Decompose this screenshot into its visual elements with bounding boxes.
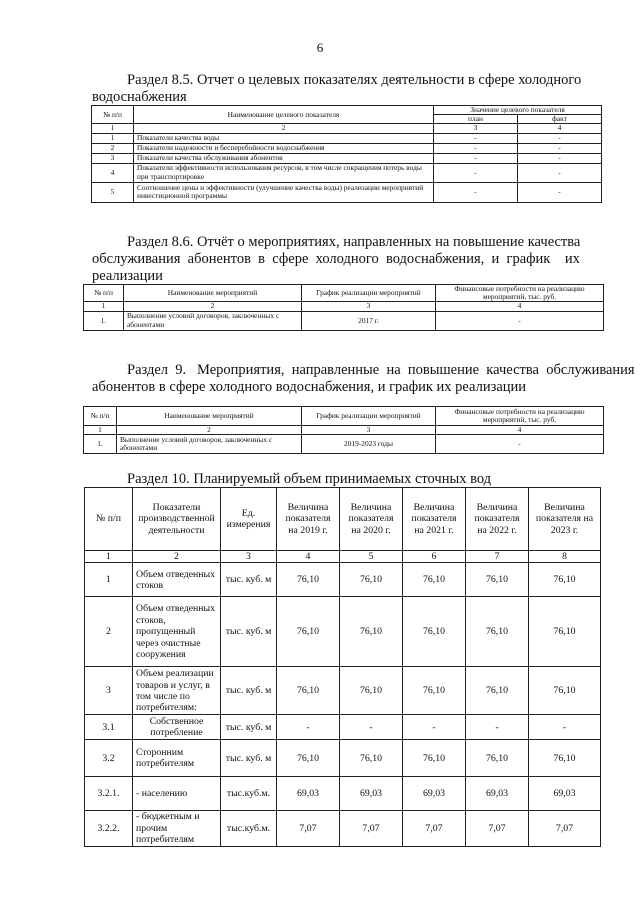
- index-cell: 8: [529, 551, 601, 563]
- row-num: 5: [92, 182, 134, 202]
- header-measure-name: Наименование мероприятий: [124, 285, 302, 302]
- row-name: Выполнение условий договоров, заключенных с абонентами: [117, 435, 302, 454]
- header-num: № п/п: [92, 106, 134, 124]
- row-name: Показатели качества воды: [134, 133, 434, 143]
- value-cell: 7,07: [277, 811, 340, 846]
- value-cell: 7,07: [466, 811, 529, 846]
- value-cell: 76,10: [466, 563, 529, 597]
- table-row: [85, 740, 601, 777]
- row-num: 2: [85, 597, 133, 667]
- row-plan: -: [434, 182, 518, 202]
- header-indicator: Показатели производственной деятельности: [133, 488, 221, 551]
- table-row: [84, 435, 604, 454]
- row-unit: тыс.куб.м.: [221, 777, 277, 811]
- index-cell: 6: [403, 551, 466, 563]
- table-row: [84, 311, 604, 330]
- table-row: [92, 163, 602, 182]
- index-cell: 1: [92, 124, 134, 133]
- value-cell: 76,10: [277, 563, 340, 597]
- table-row: [85, 777, 601, 811]
- header-num: № п/п: [84, 285, 124, 302]
- row-num: 3.1: [85, 715, 133, 740]
- row-fact: -: [518, 153, 602, 163]
- section-10-title: Раздел 10. Планируемый объем принимаемых сточных вод: [127, 471, 492, 487]
- section-8-6-title-line1: Раздел 8.6. Отчёт о мероприятиях, направленных на повышение качества: [127, 234, 581, 250]
- index-cell: 4: [518, 124, 602, 133]
- row-plan: -: [434, 153, 518, 163]
- row-unit: тыс. куб. м: [221, 597, 277, 667]
- value-cell: 76,10: [529, 597, 601, 667]
- row-plan: -: [434, 163, 518, 182]
- header-fact: факт: [518, 115, 602, 124]
- row-name: Показатели надежности и бесперебойности водоснабжения: [134, 143, 434, 153]
- value-cell: 76,10: [277, 740, 340, 777]
- row-schedule: 2019-2023 годы: [302, 435, 436, 454]
- table-row: [85, 667, 601, 715]
- row-num: 3: [85, 667, 133, 715]
- table-row: [92, 143, 602, 153]
- target-indicators-table: [91, 105, 602, 203]
- header-num: № п/п: [85, 488, 133, 551]
- value-cell: 76,10: [277, 597, 340, 667]
- index-cell: 2: [134, 124, 434, 133]
- index-cell: 7: [466, 551, 529, 563]
- header-target-value: Значение целевого показателя: [434, 106, 602, 115]
- row-name: Объем отведенных стоков, пропущенный через очистные сооружения: [133, 597, 221, 667]
- section-9-title-line1: Раздел 9. Мероприятия, направленные на повышение качества обслуживания: [127, 362, 635, 378]
- row-num: 3: [92, 153, 134, 163]
- header-indicator-name: Наименование целевого показателя: [134, 106, 434, 124]
- value-cell: 69,03: [340, 777, 403, 811]
- row-fact: -: [518, 182, 602, 202]
- value-cell: 7,07: [403, 811, 466, 846]
- index-cell: 3: [302, 426, 436, 435]
- wastewater-volume-table: [84, 487, 601, 847]
- planned-measures-table: [83, 406, 604, 454]
- table-row: [92, 182, 602, 202]
- table-row: [85, 563, 601, 597]
- index-cell: 1: [84, 302, 124, 311]
- row-name: - населению: [133, 777, 221, 811]
- row-num: 1: [92, 133, 134, 143]
- header-measure-name: Наименование мероприятий: [117, 407, 302, 426]
- section-8-6-title-line2: обслуживания абонентов в сфере холодного водоснабжения, и график их: [92, 251, 580, 267]
- index-cell: 3: [302, 302, 436, 311]
- value-cell: 69,03: [466, 777, 529, 811]
- value-cell: 76,10: [466, 597, 529, 667]
- row-unit: тыс. куб. м: [221, 667, 277, 715]
- index-cell: 4: [436, 302, 604, 311]
- row-num: 1.: [84, 435, 117, 454]
- row-unit: тыс.куб.м.: [221, 811, 277, 846]
- header-2022: Величина показателя на 2022 г.: [466, 488, 529, 551]
- value-cell: 76,10: [403, 740, 466, 777]
- header-plan: план: [434, 115, 518, 124]
- row-name: Показатели эффективности использования ресурсов, в том числе сокращения потерь воды при транспортировке: [134, 163, 434, 182]
- row-fact: -: [518, 143, 602, 153]
- table-row: [85, 715, 601, 740]
- section-8-5-title-line2: водоснабжения: [92, 89, 187, 105]
- row-finance: -: [436, 311, 604, 330]
- value-cell: -: [466, 715, 529, 740]
- index-cell: 1: [85, 551, 133, 563]
- value-cell: 76,10: [403, 667, 466, 715]
- index-cell: 2: [124, 302, 302, 311]
- row-finance: -: [436, 435, 604, 454]
- row-name: Выполнение условий договоров, заключенных с абонентами: [124, 311, 302, 330]
- value-cell: 69,03: [529, 777, 601, 811]
- header-schedule: График реализации мероприятий: [302, 407, 436, 426]
- index-cell: 3: [221, 551, 277, 563]
- row-unit: тыс. куб. м: [221, 740, 277, 777]
- index-cell: 2: [133, 551, 221, 563]
- row-name: Собственное потребление: [133, 715, 221, 740]
- page-number: 6: [316, 40, 324, 55]
- value-cell: 76,10: [466, 740, 529, 777]
- index-cell: 3: [434, 124, 518, 133]
- value-cell: 76,10: [340, 740, 403, 777]
- row-name: Объем реализации товаров и услуг, в том числе по потребителям:: [133, 667, 221, 715]
- section-8-5-title-line1: Раздел 8.5. Отчет о целевых показателях деятельности в сфере холодного: [127, 72, 582, 88]
- header-num: № п/п: [84, 407, 117, 426]
- header-2021: Величина показателя на 2021 г.: [403, 488, 466, 551]
- row-num: 4: [92, 163, 134, 182]
- row-num: 1: [85, 563, 133, 597]
- value-cell: 76,10: [466, 667, 529, 715]
- row-fact: -: [518, 133, 602, 143]
- header-2020: Величина показателя на 2020 г.: [340, 488, 403, 551]
- value-cell: 76,10: [340, 667, 403, 715]
- header-unit: Ед. измерения: [221, 488, 277, 551]
- value-cell: 76,10: [340, 597, 403, 667]
- row-name: Объем отведенных стоков: [133, 563, 221, 597]
- value-cell: 76,10: [403, 597, 466, 667]
- section-8-6-title-line3: реализации: [92, 268, 163, 284]
- value-cell: 7,07: [340, 811, 403, 846]
- row-plan: -: [434, 133, 518, 143]
- value-cell: 76,10: [340, 563, 403, 597]
- row-schedule: 2017 г.: [302, 311, 436, 330]
- row-plan: -: [434, 143, 518, 153]
- index-cell: 4: [436, 426, 604, 435]
- section-9-title-line2: абонентов в сфере холодного водоснабжения, и график их реализации: [92, 379, 527, 395]
- table-row: [92, 133, 602, 143]
- value-cell: 69,03: [277, 777, 340, 811]
- row-name: - бюджетным и прочим потребителям: [133, 811, 221, 846]
- row-num: 2: [92, 143, 134, 153]
- value-cell: 76,10: [403, 563, 466, 597]
- row-unit: тыс. куб. м: [221, 563, 277, 597]
- value-cell: -: [403, 715, 466, 740]
- index-cell: 5: [340, 551, 403, 563]
- table-row: [85, 811, 601, 846]
- header-finance: Финансовые потребности на реализацию мероприятий, тыс. руб.: [436, 285, 604, 302]
- row-num: 1.: [84, 311, 124, 330]
- index-cell: 1: [84, 426, 117, 435]
- row-fact: -: [518, 163, 602, 182]
- header-finance: Финансовые потребности на реализацию мероприятий, тыс. руб.: [436, 407, 604, 426]
- value-cell: 76,10: [529, 667, 601, 715]
- header-schedule: График реализации мероприятий: [302, 285, 436, 302]
- value-cell: 76,10: [529, 563, 601, 597]
- row-num: 3.2.1.: [85, 777, 133, 811]
- value-cell: 7,07: [529, 811, 601, 846]
- row-name: Соотношение цены и эффективности (улучшение качества воды) реализации мероприятий инвестиционной программы: [134, 182, 434, 202]
- row-name: Сторонним потребителям: [133, 740, 221, 777]
- header-2023: Величина показателя на 2023 г.: [529, 488, 601, 551]
- value-cell: 76,10: [277, 667, 340, 715]
- index-cell: 4: [277, 551, 340, 563]
- value-cell: 69,03: [403, 777, 466, 811]
- header-2019: Величина показателя на 2019 г.: [277, 488, 340, 551]
- value-cell: 76,10: [529, 740, 601, 777]
- index-cell: 2: [117, 426, 302, 435]
- row-num: 3.2.2.: [85, 811, 133, 846]
- table-row: [92, 153, 602, 163]
- row-num: 3.2: [85, 740, 133, 777]
- value-cell: -: [340, 715, 403, 740]
- measures-report-table: [83, 284, 604, 331]
- row-name: Показатели качества обслуживания абонентов: [134, 153, 434, 163]
- row-unit: тыс. куб. м: [221, 715, 277, 740]
- value-cell: -: [529, 715, 601, 740]
- value-cell: -: [277, 715, 340, 740]
- table-row: [85, 597, 601, 667]
